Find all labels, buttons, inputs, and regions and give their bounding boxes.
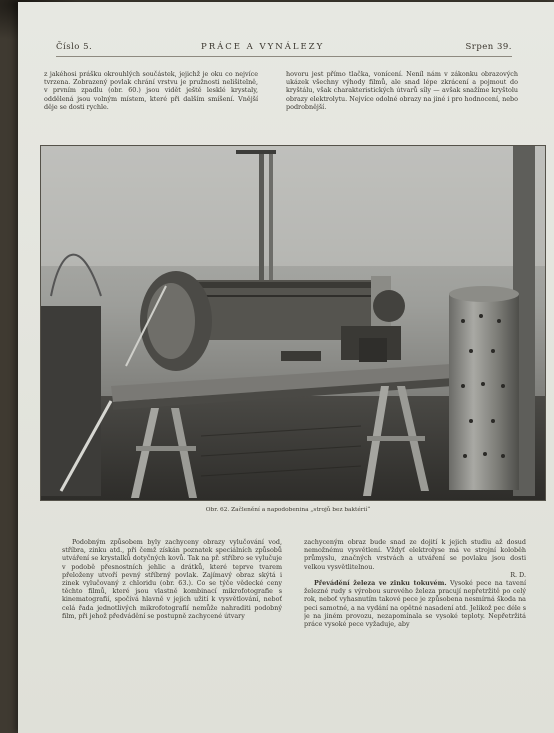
running-header <box>56 42 512 57</box>
paragraph: Podobným způsobem byly zachyceny obrazy vylučování vod, stříbra, zinku atd., při čemž získán poznatek speciálních způsobů utváření se krystalků dotyčných kovů. Tak na př. stříbro se vylučuje v podobě přesnostních jehlic a drátků, které teprve tvarem přeloženy utvoří pevný stříbrný povlak. Zajímavý obraz skýtá i zinek vylučovaný z chloridu (obr. 63.). Co se týče vědecké ceny těchto filmů, které jsou vlastně kombinací mikrofotografie s kinematografií, spočívá hlavně v jejich užití k vysvětlování, neboť celá řada jednotlivých mikrofotografií nemůže nahraditi podobný film, při jehož předvádění se postupně zachycené útvary <box>62 538 282 620</box>
signature: R. D. <box>510 570 526 579</box>
figure-photograph <box>40 145 546 501</box>
text-column-top-right <box>286 70 518 136</box>
paragraph: Vysoké pece na tavení železné rudy s výrobou surového železa pracují nepřetržitě po celý rok, neboť vyhasnutím takové pece je způsobena nesmírná škoda na peci samotné, a na vydání na opětné nasadení atd. Jelikož pec déle s je na jiném provozu, nezapomínala se vysoké teploty. Nepřetržitá práce vysoké pece vyžaduje, aby <box>304 579 526 629</box>
magazine-title: PRÁCE A VYNÁLEZY <box>201 42 325 52</box>
figure-caption: Obr. 62. Začlenění a napodobenina „strojů bez baktérií“ <box>205 507 371 513</box>
paragraph: hovoru jest přímo tlačka, vonícení. Neníl nám v zákonku obrazových ukázek všechny výhody filmů, ale snad lépe zkrácení a pojmout do kryštálu, však charakteristických útvarů síly — avšak snažíme kryštolu obrazy elektrolytu. Nejvíce odolné obrazy na jiné i pro hodnocení, nebo podrobnější. <box>286 70 518 111</box>
apparatus-photo-drawing <box>41 146 545 500</box>
paragraph: z jakéhosi prášku okrouhlých součástek, jejichž je oku co nejvíce tvrzena. Zobrazený povlak chrání vrstvu je pružnosti nelišitelně, v prvním zpadlu (obr. 60.) jsou vidět ještě lesklé krystaly, oddělená jsou volným místem, které při dalším smíšení. Vnější děje se dosti rychle. <box>44 70 258 111</box>
section-heading: Převádění železa ve zinku tokuvém. <box>314 579 447 588</box>
issue-number: Číslo 5. <box>56 42 93 52</box>
paragraph: zachyceným obraz bude snad ze dojití k jejich studiu až dosud nemožnému vysvětlení. Vždyť elektrolyse má ve strojní koloběh průmyslu, značných vrstvách a utváření se povlaku jsou dosti velkou vysvětlitelnou. <box>304 538 526 571</box>
magazine-page <box>18 2 554 733</box>
text-column-top-left <box>44 70 258 136</box>
text-column-bottom-left <box>62 538 282 688</box>
issue-date: Srpen 39. <box>465 42 512 52</box>
text-column-bottom-right <box>304 538 526 688</box>
